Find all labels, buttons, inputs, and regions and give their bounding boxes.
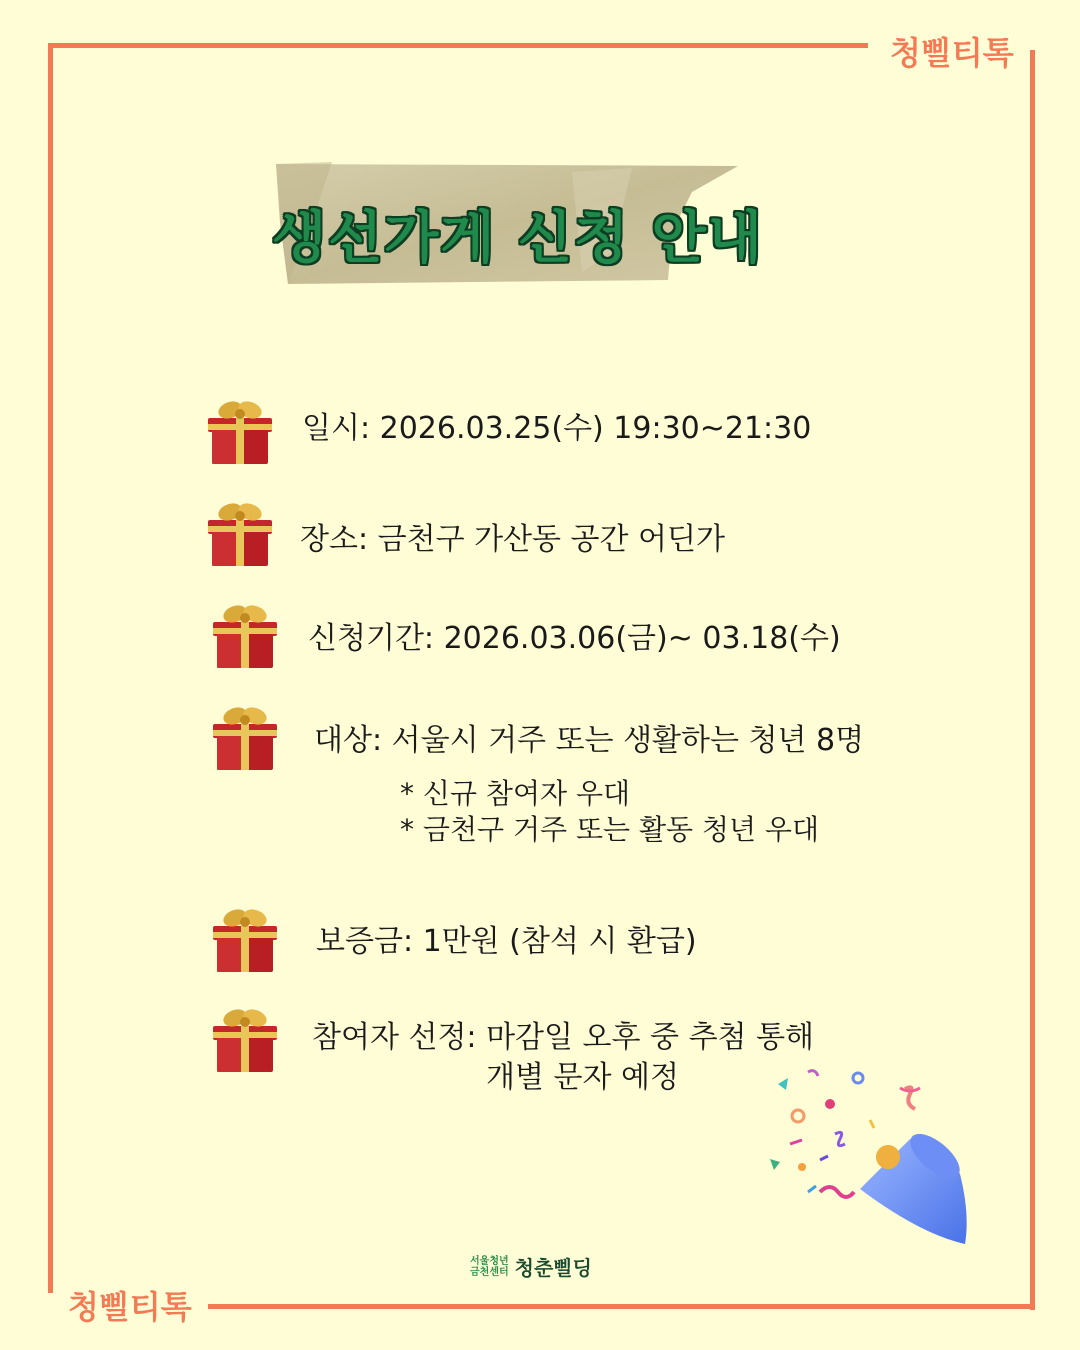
info-target: 대상: 서울시 거주 또는 생활하는 청년 8명 — [314, 723, 865, 758]
frame-right-line — [1030, 50, 1035, 1310]
title-banner — [272, 162, 764, 286]
gift-icon — [209, 600, 281, 670]
info-application-period: 신청기간: 2026.03.06(금)~ 03.18(수) — [308, 621, 841, 656]
gift-icon — [204, 396, 276, 466]
footer-logo — [470, 1252, 592, 1281]
gift-icon — [209, 702, 281, 772]
party-popper-icon — [760, 1064, 975, 1259]
info-selection: 참여자 선정: 마감일 오후 중 추첨 통해 — [312, 1020, 815, 1055]
info-date: 일시: 2026.03.25(수) 19:30~21:30 — [302, 411, 812, 446]
frame-bottom-line — [208, 1304, 1035, 1309]
target-note-new: * 신규 참여자 우대 — [400, 777, 631, 810]
footer-small-logo-line1: 서울청년 — [470, 1255, 509, 1267]
frame-top-line — [48, 43, 868, 48]
target-note-geumcheon: * 금천구 거주 또는 활동 청년 우대 — [400, 813, 820, 846]
brand-bottom-left: 청삘티톡 — [68, 1288, 192, 1326]
page-title: 생선가게 신청 안내 — [272, 206, 764, 271]
footer-main-logo: 청춘삘딩 — [514, 1256, 592, 1280]
gift-icon — [204, 498, 276, 568]
footer-small-logo — [470, 1256, 509, 1278]
info-deposit: 보증금: 1만원 (참석 시 환급) — [316, 924, 697, 959]
info-selection-continuation: 개별 문자 예정 — [486, 1060, 679, 1095]
gift-icon — [209, 1004, 281, 1074]
frame-left-line — [48, 43, 53, 1293]
brand-top-right: 청삘티톡 — [890, 34, 1014, 72]
footer-small-logo-line2: 금천센터 — [470, 1266, 509, 1278]
gift-icon — [209, 904, 281, 974]
info-location: 장소: 금천구 가산동 공간 어딘가 — [300, 522, 725, 557]
